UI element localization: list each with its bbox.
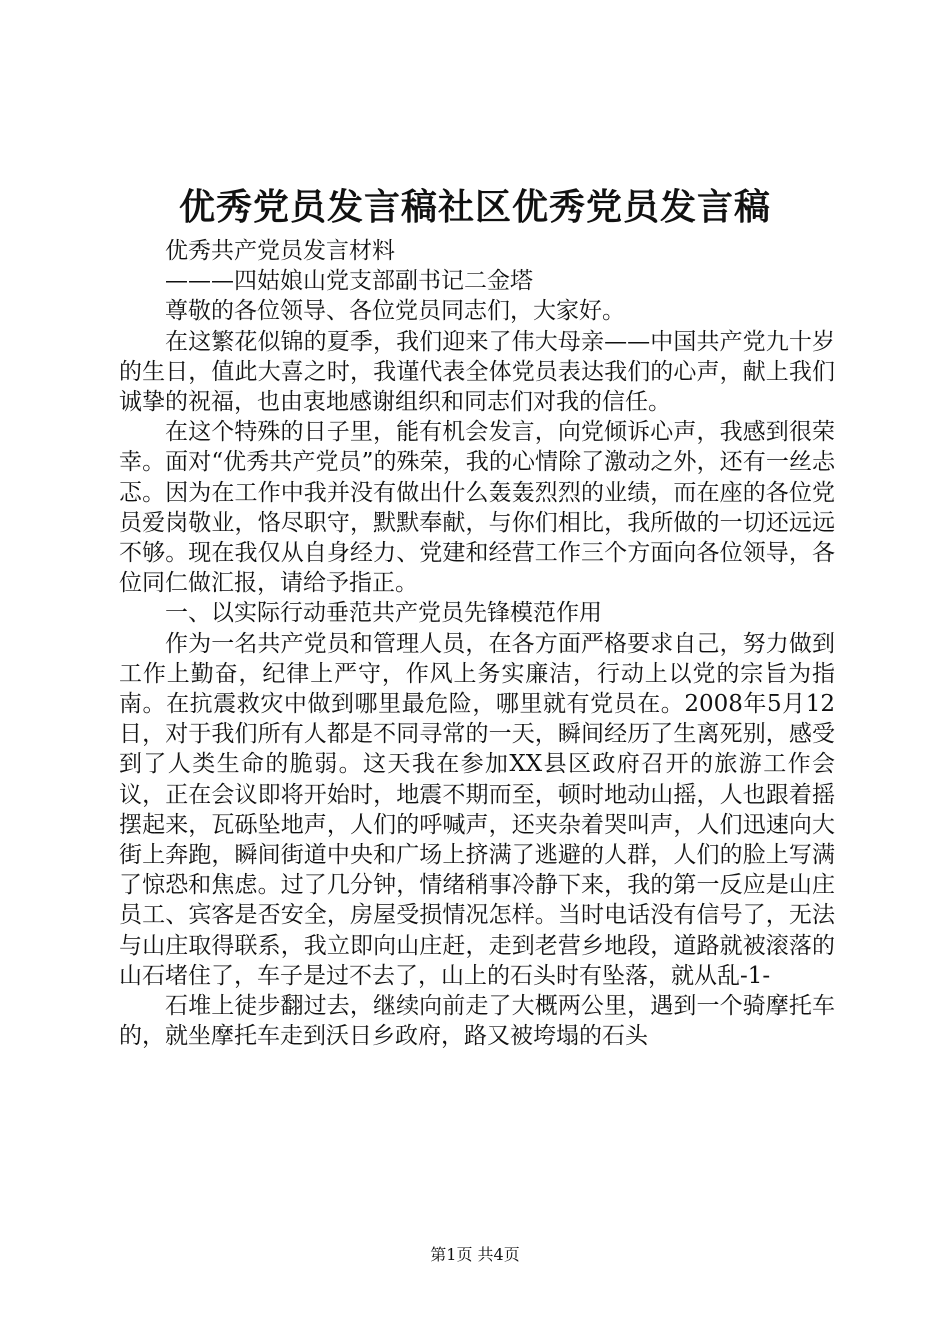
paragraph-greeting: 尊敬的各位领导、各位党员同志们，大家好。 (165, 298, 625, 325)
paragraph: 在这个特殊的日子里，能有机会发言，向党倾诉心声，我感到很荣幸。面对“优秀共产党员”的殊荣，我的心情除了激动之外，还有一丝忐忑。因为在工作中我并没有做出什么轰轰烈烈的业绩，而在座的各位党员爱岗敬业，恪尽职守，默默奉献，与你们相比，我所做的一切还远远不够。现在我仅从自身经力、党建和经营工作三个方面向各位领导，各位同仁做汇报，请给予指正。 (119, 419, 835, 597)
section-heading: 一、以实际行动垂范共产党员先锋模范作用 (165, 600, 602, 627)
paragraph-author: ———四姑娘山党支部副书记二金塔 (165, 268, 533, 295)
paragraph-subtitle: 优秀共产党员发言材料 (165, 238, 395, 264)
document-body (119, 236, 835, 1051)
page-footer: 第1页 共4页 (430, 1245, 520, 1264)
document-title: 优秀党员发言稿社区优秀党员发言稿 (178, 186, 771, 228)
paragraph: 石堆上徒步翻过去，继续向前走了大概两公里，遇到一个骑摩托车的，就坐摩托车走到沃日乡政府，路又被垮塌的石头 (119, 993, 835, 1050)
paragraph: 在这繁花似锦的夏季，我们迎来了伟大母亲——中国共产党九十岁的生日，值此大喜之时，我谨代表全体党员表达我们的心声，献上我们诚挚的祝福，也由衷地感谢组织和同志们对我的信任。 (119, 328, 835, 416)
paragraph: 作为一名共产党员和管理人员，在各方面严格要求自己，努力做到工作上勤奋，纪律上严守，作风上务实廉洁，行动上以党的宗旨为指南。在抗震救灾中做到哪里最危险，哪里就有党员在。2008年5月12日，对于我们所有人都是不同寻常的一天，瞬间经历了生离死别，感受到了人类生命的脆弱。这天我在参加XX县区政府召开的旅游工作会议，正在会议即将开始时，地震不期而至，顿时地动山摇，人也跟着摇摆起来，瓦砾坠地声，人们的呼喊声，还夹杂着哭叫声，人们迅速向大街上奔跑，瞬间街道中央和广场上挤满了逃避的人群，人们的脸上写满了惊恐和焦虑。过了几分钟，情绪稍事冷静下来，我的第一反应是山庄员工、宾客是否安全，房屋受损情况怎样。当时电话没有信号了，无法与山庄取得联系，我立即向山庄赶，走到老营乡地段，道路就被滚落的山石堵住了，车子是过不去了，山上的石头时有坠落，就从乱-1- (119, 630, 835, 989)
